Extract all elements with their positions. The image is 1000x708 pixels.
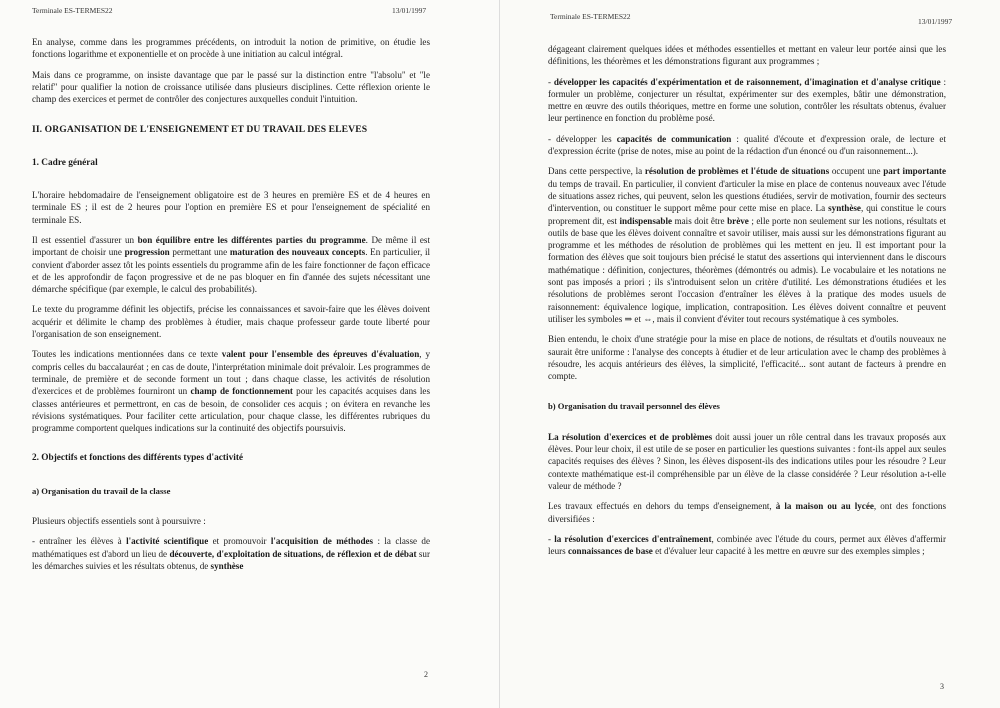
paragraph: Plusieurs objectifs essentiels sont à poursuivre : xyxy=(32,516,206,527)
paragraph: - développer les capacités de communication : qualité d'écoute et d'expression orale, de lecture et d'expression écrite (prise de notes, mise au point de la rédaction d'un énoncé ou d'un raisonnement...). xyxy=(548,133,946,157)
page-number: 3 xyxy=(940,682,944,691)
paragraph: Bien entendu, le choix d'une stratégie pour la mise en place de notions, de résultats et d'outils nouveaux ne saurait être uniforme : l'analyse des concepts à étudier et de leur articulation avec le champ des problèmes à résoudre, les acquis antérieurs des élèves, la simplicité, l'efficacité... sont autant de facteurs à prendre en compte. xyxy=(548,334,946,382)
section-heading: II. ORGANISATION DE L'ENSEIGNEMENT ET DU TRAVAIL DES ELEVES xyxy=(32,124,368,136)
page-header-date: 13/01/1997 xyxy=(918,17,953,26)
paragraph: Toutes les indications mentionnées dans ce texte valent pour l'ensemble des épreuves d'évaluation, y compris celles du baccalauréat ; en cas de doute, l'interprétation minimale doit prévaloir. Les programmes de terminale, de première et de seconde forment un tout ; dans chaque classe, les activités de résolution d'exercices et de problèmes fourniront un champ de fonctionnement pour les capacités acquises dans les classes antérieures et permettront, en cas de besoin, de consolider ces acquis ; on évitera en revanche les révisions systématiques. Pour faciliter cette articulation, pour chaque classe, les différentes rubriques du programme comportent quelques indications sur la continuité des objectifs poursuivis. xyxy=(32,349,431,434)
paragraph: La résolution d'exercices et de problèmes doit aussi jouer un rôle central dans les travaux proposés aux élèves. Pour leur choix, il est utile de se poser en particulier les questions suivantes : font-ils appel aux seules capacités requises des élèves ? Sinon, les élèves disposent-ils des indications utiles pour les résoudre ? Leur contexte mathématique est-il compréhensible par un élève de la classe considérée ? Leur résolution a-t-elle valeur de méthode ? xyxy=(548,431,946,491)
paragraph: Mais dans ce programme, on insiste davantage que par le passé sur la distinction entre "l'absolu" et "le relatif" pour qualifier la notion de croissance utilisée dans plusieurs disciplines. Cette réflexion oriente le champ des exercices et permet de contrôler des conjectures auxquelles conduit l'intuition. xyxy=(32,69,430,105)
left-text-column xyxy=(32,36,430,580)
sub-subsection-heading: b) Organisation du travail personnel des élèves xyxy=(548,401,720,412)
paragraph: Les travaux effectués en dehors du temps d'enseignement, à la maison ou au lycée, ont des fonctions diversifiées : xyxy=(548,501,946,524)
paragraph: - entraîner les élèves à l'activité scientifique et promouvoir l'acquisition de méthodes : la classe de mathématiques est d'abord un lieu de découverte, d'exploitation de situations, de réflexion et de débat sur les démarches suivies et les résultats obtenus, de synthèse xyxy=(32,536,431,571)
right-page xyxy=(500,0,1000,708)
paragraph: - la résolution d'exercices d'entraînement, combinée avec l'étude du cours, permet aux élèves d'affermir leurs connaissances de base et d'évaluer leur capacité à les mettre en œuvre sur des exemples simples ; xyxy=(548,533,946,557)
subsection-heading: 2. Objectifs et fonctions des différents types d'activité xyxy=(32,453,244,464)
page-header-date: 13/01/1997 xyxy=(392,6,427,15)
paragraph: L'horaire hebdomadaire de l'enseignement obligatoire est de 3 heures en première ES et de 4 heures en terminale ES ; il est de 2 heures pour l'option en première ES et pour l'enseignement de spécialité en terminale ES. xyxy=(32,190,430,225)
right-text-column xyxy=(548,43,946,565)
page-number: 2 xyxy=(424,670,428,679)
page-header-title: Terminale ES-TERMES22 xyxy=(550,12,631,21)
sub-subsection-heading: a) Organisation du travail de la classe xyxy=(32,485,171,496)
paragraph: - développer les capacités d'expérimentation et de raisonnement, d'imagination et d'analyse critique : formuler un problème, conjecturer un résultat, expérimenter sur des exemples, bâtir une démonstration, mettre en œuvre des outils théoriques, mettre en forme une solution, contrôler les résultats obtenus, évaluer leur pertinence en fonction du problème posé. xyxy=(548,76,946,124)
paragraph: dégageant clairement quelques idées et méthodes essentielles et mettant en valeur leur portée ainsi que les définitions, les théorèmes et les démonstrations figurant aux programmes ; xyxy=(548,44,946,67)
paragraph: En analyse, comme dans les programmes précédents, on introduit la notion de primitive, on étudie les fonctions logarithme et exponentielle et on procède à une initiation au calcul intégral. xyxy=(32,37,430,60)
paragraph: Le texte du programme définit les objectifs, précise les connaissances et savoir-faire que les élèves doivent acquérir et délimite le champ des problèmes à étudier, mais chaque professeur garde toute liberté pour l'organisation de son enseignement. xyxy=(32,304,430,340)
page-header-title: Terminale ES-TERMES22 xyxy=(32,6,113,15)
paragraph: Dans cette perspective, la résolution de problèmes et l'étude de situations occupent une part importante du temps de travail. En particulier, il convient d'articuler la mise en place de contenus nouveaux avec l'étude de situations assez riches, qui peuvent, selon les questions étudiées, servir de motivation, fournir des secteurs d'intervention, ou constituer le support même pour cette mise en place. La synthèse, qui constitue le cours proprement dit, est indispensable mais doit être brève ; elle porte non seulement sur les notions, résultats et outils de base que les élèves doivent connaître et savoir utiliser, mais aussi sur les démonstrations figurant au programme et les méthodes de résolution de problèmes qui les mettent en jeu. Il est important pour la formation des élèves que soit toujours bien précisé le statut des assertions qui interviennent dans le discours mathématique : définition, conjectures, théorèmes (démontrés ou admis). Le vocabulaire et les notations ne sont pas imposés a priori ; ils s'introduisent selon un critère d'utilité. Les démonstrations étudiées et les résolutions de problèmes seront l'occasion d'entraîner les élèves à la pratique des modes usuels de raisonnement: équivalence logique, implication, contraposition. Les élèves doivent connaître et peuvent utiliser les symboles ⇒ et ⇔, mais il convient d'éviter tout recours systématique à ces symboles. xyxy=(548,166,947,324)
paragraph: Il est essentiel d'assurer un bon équilibre entre les différentes parties du programme. De même il est important de choisir une progression permettant une maturation des nouveaux concepts. En particulier, il convient d'aborder assez tôt les points essentiels du programme afin de les faire fonctionner de façon efficace et de les approfondir de façon progressive et de ne pas bloquer en fin d'année des sujets nécessitant une démarche spécifique (par exemple, le calcul des probabilités). xyxy=(32,234,430,295)
subsection-heading: 1. Cadre général xyxy=(32,157,98,168)
